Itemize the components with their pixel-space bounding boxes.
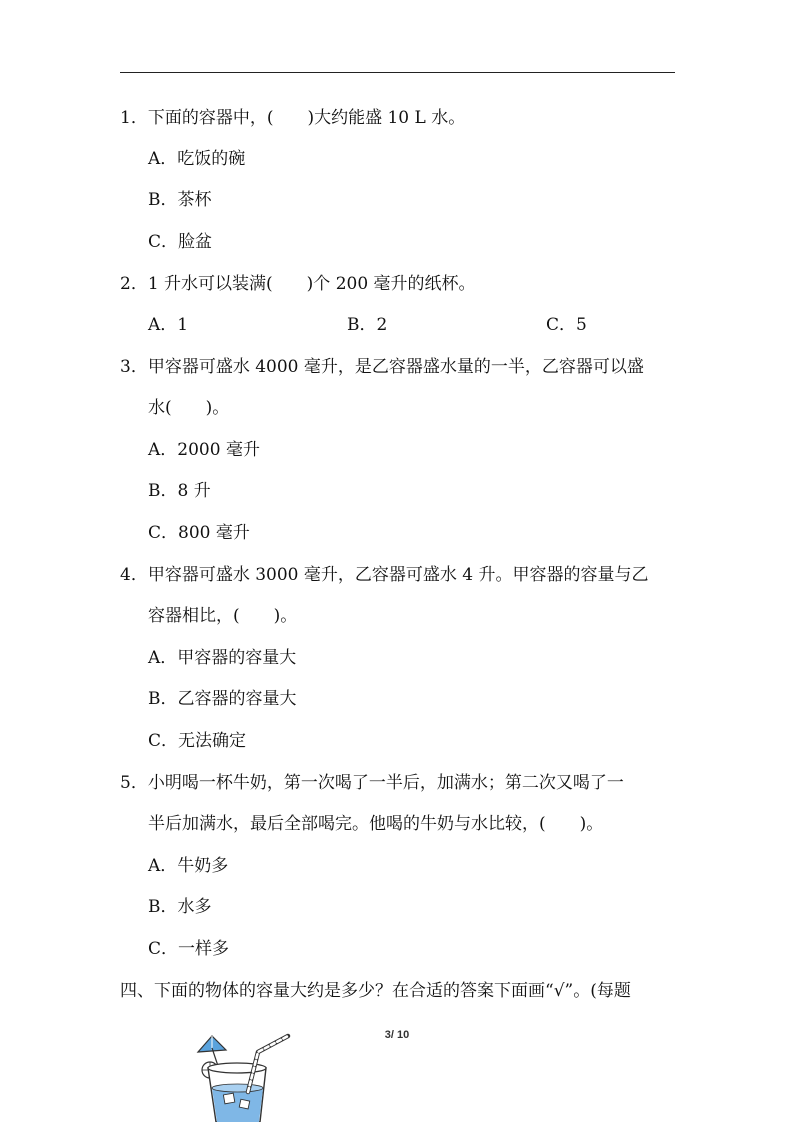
question-4-option-b: B．乙容器的容量大 <box>148 689 297 709</box>
question-5-text: 5．小明喝一杯牛奶，第一次喝了一半后，加满水；第二次又喝了一 <box>120 773 624 793</box>
question-1-text: 1．下面的容器中，( )大约能盛 10 L 水。 <box>120 108 466 128</box>
drink-glass-with-straw-icon <box>190 1030 300 1122</box>
question-5-option-a: A．牛奶多 <box>148 856 229 876</box>
question-2-text: 2．1 升水可以装满( )个 200 毫升的纸杯。 <box>120 274 476 294</box>
question-1-option-a: A．吃饭的碗 <box>148 149 246 169</box>
question-3-text-continued: 水( )。 <box>148 398 230 418</box>
question-4-text: 4．甲容器可盛水 3000 毫升，乙容器可盛水 4 升。甲容器的容量与乙 <box>120 565 649 585</box>
question-4-option-c: C．无法确定 <box>148 731 247 751</box>
question-3-option-b: B．8 升 <box>148 481 211 501</box>
question-1-option-b: B．茶杯 <box>148 190 212 210</box>
question-2-option-b: B．2 <box>347 315 388 335</box>
question-2-option-a: A．1 <box>148 315 189 335</box>
question-5-option-c: C．一样多 <box>148 939 230 959</box>
section-4-heading: 四、下面的物体的容量大约是多少？在合适的答案下面画“√”。(每题 <box>120 981 631 1001</box>
question-2-option-c: C．5 <box>546 315 587 335</box>
question-3-option-a: A．2000 毫升 <box>148 440 260 460</box>
question-3-option-c: C．800 毫升 <box>148 523 250 543</box>
question-3-text: 3．甲容器可盛水 4000 毫升，是乙容器盛水量的一半，乙容器可以盛 <box>120 357 644 377</box>
header-rule <box>120 72 675 73</box>
question-5-text-continued: 半后加满水，最后全部喝完。他喝的牛奶与水比较，( )。 <box>148 814 604 834</box>
question-4-option-a: A．甲容器的容量大 <box>148 648 297 668</box>
question-4-text-continued: 容器相比，( )。 <box>148 606 298 626</box>
question-5-option-b: B．水多 <box>148 897 212 917</box>
question-1-option-c: C．脸盆 <box>148 232 213 252</box>
page-number: 3/ 10 <box>384 1029 410 1041</box>
